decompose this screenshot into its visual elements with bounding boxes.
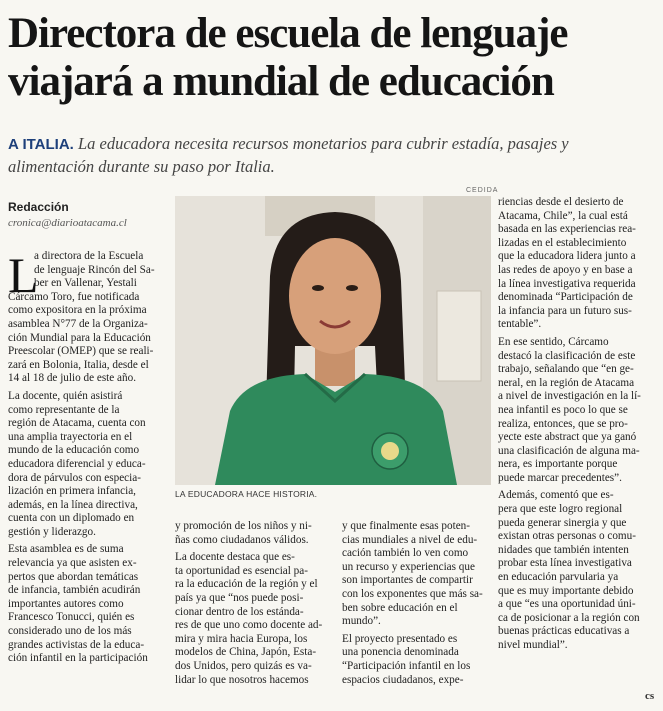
article-headline: [8, 10, 656, 106]
article-photo: [175, 196, 491, 485]
text-line: pera que este logro regional: [498, 503, 623, 516]
text-line: asamblea N°77 de la Organiza-: [8, 317, 148, 330]
text-line: en educación parvularia ya: [498, 571, 619, 584]
text-line: realiza, entonces, que se pro-: [498, 417, 628, 430]
text-line: una ponencia denominada: [342, 646, 459, 659]
text-line: neral, en la región de Atacama: [498, 376, 635, 389]
text-line: cación también lo ven como: [342, 547, 469, 560]
text-line: gestión y liderazgo.: [8, 525, 96, 538]
text-line: 14 al 18 de julio de este año.: [8, 372, 137, 385]
photo-credit: CEDIDA: [466, 187, 499, 194]
portrait-illustration: [175, 196, 491, 485]
text-line: ben sobre educación en el: [342, 601, 458, 614]
kicker: A ITALIA.: [8, 136, 74, 153]
text-line: una amplia trayectoria en el: [8, 430, 133, 443]
lead-line-2: alimentación durante su paso por Italia.: [8, 157, 275, 176]
article-lead: [8, 133, 658, 178]
text-line: como expositora en la próxima: [8, 304, 147, 317]
text-line: que la educadora lidera junto a: [498, 250, 636, 263]
photo-caption: LA EDUCADORA HACE HISTORIA.: [175, 489, 318, 499]
text-line: nivel mundial”.: [498, 639, 568, 651]
text-line: una clasificación de alguna ma-: [498, 444, 640, 457]
text-line: lidar lo que nosotros hacemos: [175, 673, 309, 686]
text-line: importantes autores como: [8, 597, 124, 610]
text-line: ñas como ciudadanos válidos.: [175, 533, 309, 546]
column-3: [342, 520, 492, 687]
text-line: Esta asamblea es de suma: [8, 543, 124, 556]
text-line: son importantes de compartir: [342, 574, 473, 587]
text-line: pueda generar sinergia y que: [498, 516, 627, 529]
text-line: de infancia, también acudirán: [8, 584, 141, 597]
text-line: res de que uno como docente ad-: [175, 619, 323, 632]
text-line: cias mundiales a nivel de edu-: [342, 533, 478, 546]
text-line: como representante de la: [8, 403, 120, 416]
column-1: [8, 247, 168, 666]
text-line: ber en Vallenar, Yestali: [34, 277, 137, 290]
text-line: trabajo, señalando que “en ge-: [498, 363, 634, 376]
text-line: probar esta línea investigativa: [498, 557, 632, 570]
text-line: además, en la línea directiva,: [8, 498, 138, 511]
text-line: ta oportunidad es esencial pa-: [175, 564, 308, 577]
text-line: la línea investigativa requerida: [498, 277, 636, 290]
text-line: espacios ciudadanos, expe-: [342, 673, 464, 686]
text-line: La docente, quién asistirá: [8, 389, 123, 402]
text-line: a directora de la Escuela: [34, 250, 144, 262]
author-email: cronica@diarioatacama.cl: [8, 217, 127, 229]
text-line: El proyecto presentado es: [342, 632, 458, 645]
text-line: las redes de apoyo y en base a: [498, 263, 633, 276]
text-line: relevancia ya que asisten ex-: [8, 557, 137, 570]
text-line: ra la educación de la región y el: [175, 578, 318, 591]
text-line: Atacama, Chile”, la cual está: [498, 209, 628, 222]
text-line: nidades que también intenten: [498, 543, 629, 556]
text-line: “Participación infantil en los: [342, 659, 471, 672]
text-line: yecte este abstract que ya ganó: [498, 431, 637, 444]
text-line: y promoción de los niños y ni-: [175, 520, 312, 532]
text-line: grandes activistas de la educa-: [8, 638, 145, 651]
text-line: país ya que “nos puede posi-: [175, 591, 304, 604]
text-line: un recurso y experiencias que: [342, 560, 475, 573]
text-line: con los exponentes que más sa-: [342, 587, 483, 600]
text-line: basada en las experiencias rea-: [498, 223, 636, 236]
byline: Redacción: [8, 200, 69, 214]
text-line: denominada “Participación de: [498, 291, 633, 304]
text-line: En ese sentido, Cárcamo: [498, 335, 609, 348]
column-4: [498, 196, 658, 653]
text-line: cuenta con un diplomado en: [8, 512, 135, 525]
text-line: nea infantil es poco lo que se: [498, 403, 628, 416]
text-line: ción Mundial para la Educación: [8, 331, 151, 344]
text-line: que es muy importante debido: [498, 584, 634, 597]
text-line: dora de párvulos con especia-: [8, 471, 141, 484]
text-line: ción infantil en la participación: [8, 652, 148, 665]
text-line: la infancia para un futuro sus-: [498, 304, 632, 317]
text-line: lización en primera infancia,: [8, 485, 136, 498]
text-line: La docente destaca que es-: [175, 551, 295, 564]
text-line: riencias desde el desierto de: [498, 196, 624, 208]
text-line: modelos de China, Japón, Esta-: [175, 646, 317, 659]
text-line: puede marcar precedentes”.: [498, 471, 622, 484]
text-line: ca de posicionar a la región con: [498, 611, 640, 624]
dropcap: L: [8, 247, 39, 303]
text-line: dos Unidos, pero quizás es va-: [175, 659, 312, 672]
lead-line-1: A ITALIA. La educadora necesita recursos monetarios para cubrir estadía, pasajes y: [8, 134, 569, 153]
text-line: mira y mira hacia Europa, los: [175, 632, 308, 645]
text-line: Francesco Tonucci, quién es: [8, 611, 135, 624]
text-line: cionar dentro de los estánda-: [175, 605, 304, 618]
column-2: [175, 520, 335, 687]
text-line: lizadas en el establecimiento: [498, 236, 627, 249]
text-line: tentable”.: [498, 318, 542, 331]
text-line: región de Atacama, cuenta con: [8, 417, 146, 430]
text-line: educadora diferencial y educa-: [8, 457, 146, 470]
end-mark: cs: [645, 690, 655, 702]
text-line: mundo”.: [342, 615, 381, 628]
text-line: Preescolar (OMEP) que se reali-: [8, 345, 154, 358]
text-line: mundo de la educación como: [8, 444, 140, 457]
text-line: y que finalmente esas poten-: [342, 520, 470, 532]
headline-line-1: Directora de escuela de lenguaje: [8, 10, 568, 57]
text-line: pertos que abordan temáticas: [8, 570, 139, 583]
text-line: existan otras personas o comu-: [498, 530, 636, 543]
text-line: Además, comentó que es-: [498, 489, 614, 502]
text-line: de lenguaje Rincón del Sa-: [34, 263, 155, 276]
text-line: a que “es una oportunidad úni-: [498, 598, 636, 611]
headline-line-2: viajará a mundial de educación: [8, 58, 554, 105]
text-line: a nivel de investigación en la lí-: [498, 390, 641, 403]
text-line: destacó la clasificación de este: [498, 349, 636, 362]
text-line: zará en Bolonia, Italia, desde el: [8, 358, 149, 371]
text-line: Cárcamo Toro, fue notificada: [8, 290, 140, 303]
text-line: considerado uno de los más: [8, 625, 132, 638]
text-line: nera, es importante porque: [498, 458, 618, 471]
text-line: buenas prácticas educativas a: [498, 625, 630, 638]
